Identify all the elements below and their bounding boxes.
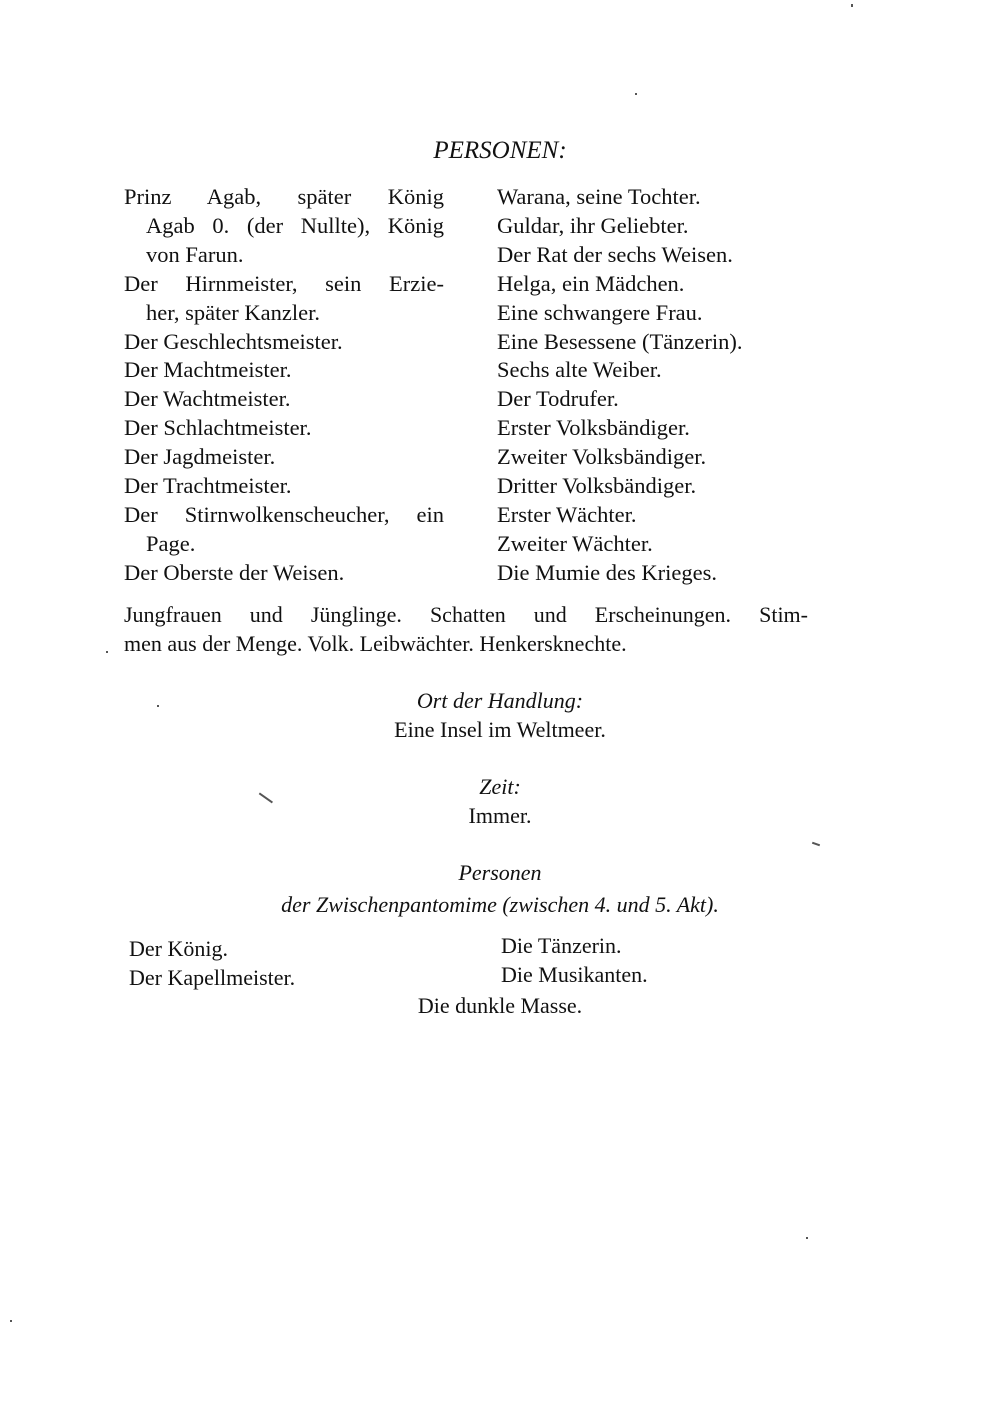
left-cast-column <box>124 183 444 588</box>
cast-entry: Der Machtmeister. <box>124 357 292 383</box>
cast-entry: Der Wachtmeister. <box>124 386 291 412</box>
scan-speck <box>106 651 108 653</box>
cast-entry: Der Hirnmeister, sein Erzie- <box>124 270 444 296</box>
cast-entry: Der Schlachtmeister. <box>124 415 312 441</box>
pantomime-heading: Personen <box>458 860 542 885</box>
cast-entry: Zweiter Volksbändiger. <box>497 444 707 470</box>
cast-entry: Der Todrufer. <box>497 386 619 412</box>
pantomime-right-1: Die Tänzerin. <box>501 933 622 958</box>
pantomime-right-2: Die Musikanten. <box>501 962 648 987</box>
extras-line-1: Jungfrauen und Jünglinge. Schatten und Erscheinungen. Stim- <box>124 602 808 627</box>
cast-entry: Dritter Volksbändiger. <box>497 473 697 499</box>
time-value: Immer. <box>468 803 532 828</box>
right-cast-column <box>497 183 817 588</box>
cast-entry: Page. <box>146 530 196 556</box>
cast-entry: Der Geschlechtsmeister. <box>124 328 343 354</box>
cast-entry: Prinz Agab, später König <box>124 184 444 209</box>
cast-entry: Warana, seine Tochter. <box>497 184 701 209</box>
scan-speck <box>851 4 853 7</box>
cast-entry: Eine schwangere Frau. <box>497 299 703 325</box>
cast-entry: Zweiter Wächter. <box>497 530 653 556</box>
scan-speck <box>157 705 159 707</box>
cast-entry: Der Oberste der Weisen. <box>124 559 345 585</box>
time-label: Zeit: <box>479 774 521 799</box>
pantomime-left-1: Der König. <box>129 936 228 961</box>
cast-entry: Erster Wächter. <box>497 501 637 527</box>
cast-entry: Guldar, ihr Geliebter. <box>497 212 689 238</box>
pantomime-center: Die dunkle Masse. <box>417 993 583 1018</box>
cast-entry: her, später Kanzler. <box>146 299 321 325</box>
cast-entry: Eine Besessene (Tänzerin). <box>497 328 743 354</box>
pantomime-subheading: der Zwischenpantomime (zwischen 4. und 5. Akt). <box>281 892 719 917</box>
cast-entry: Erster Volksbändiger. <box>497 415 690 441</box>
place-label: Ort der Handlung: <box>416 688 584 713</box>
place-value: Eine Insel im Weltmeer. <box>394 717 606 742</box>
cast-entry: Sechs alte Weiber. <box>497 357 662 383</box>
scan-speck <box>806 1237 808 1239</box>
extras-line-2: men aus der Menge. Volk. Leibwächter. Henkersknechte. <box>124 631 627 656</box>
pantomime-left-2: Der Kapellmeister. <box>129 965 296 990</box>
page-title: PERSONEN: <box>433 137 567 164</box>
cast-entry: Der Rat der sechs Weisen. <box>497 241 733 267</box>
cast-entry: von Farun. <box>146 241 244 267</box>
cast-entry: Der Jagdmeister. <box>124 444 276 470</box>
scan-speck <box>635 93 637 95</box>
cast-entry: Agab 0. (der Nullte), König <box>146 212 444 238</box>
scan-speck <box>10 1320 12 1322</box>
scan-mark <box>812 842 820 847</box>
cast-entry: Die Mumie des Krieges. <box>497 559 717 585</box>
cast-entry: Der Stirnwolkenscheucher, ein <box>124 501 444 527</box>
cast-entry: Der Trachtmeister. <box>124 473 292 499</box>
cast-entry: Helga, ein Mädchen. <box>497 270 685 296</box>
